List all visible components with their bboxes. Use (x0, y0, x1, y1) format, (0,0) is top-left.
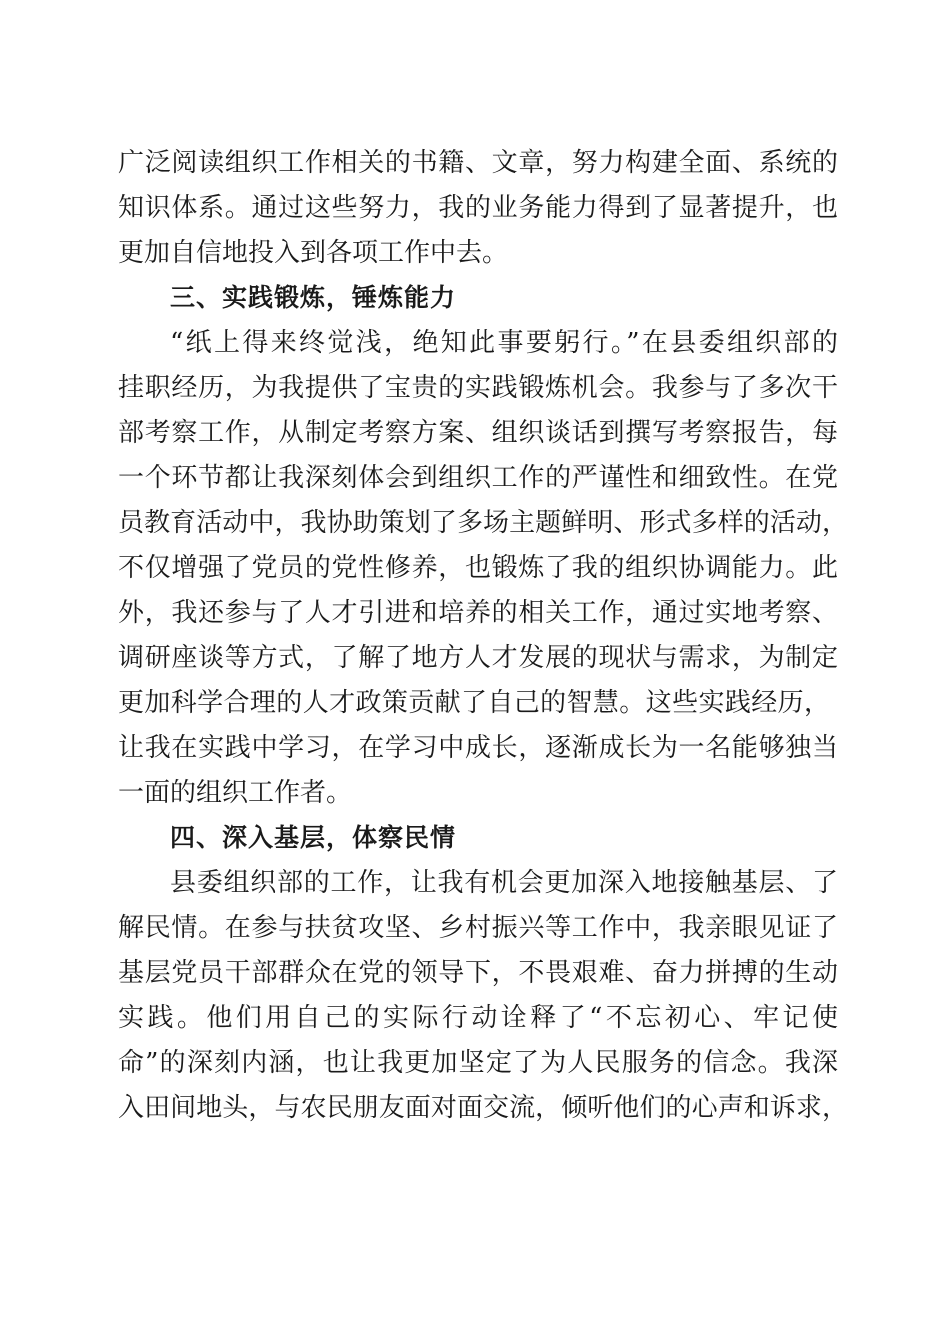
body-text-line: 命”的深刻内涵，也让我更加坚定了为人民服务的信念。我深 (118, 1048, 838, 1078)
section-heading-4: 四、深入基层，体察民情 (170, 823, 457, 852)
body-text-line: 广泛阅读组织工作相关的书籍、文章，努力构建全面、系统的 (118, 148, 838, 178)
body-text-line: 调研座谈等方式，了解了地方人才发展的现状与需求，为制定 (118, 643, 838, 673)
body-text-line: 外，我还参与了人才引进和培养的相关工作，通过实地考察、 (118, 598, 838, 628)
body-text-line: 员教育活动中，我协助策划了多场主题鲜明、形式多样的活动， (118, 508, 848, 538)
body-text-line: 解民情。在参与扶贫攻坚、乡村振兴等工作中，我亲眼见证了 (118, 913, 838, 943)
body-text-line: 知识体系。通过这些努力，我的业务能力得到了显著提升，也 (118, 193, 838, 223)
body-text-line: 实践。他们用自己的实际行动诠释了“不忘初心、牢记使 (118, 1003, 838, 1033)
body-text-line: 一面的组织工作者。 (118, 778, 353, 808)
body-text-line: “纸上得来终觉浅，绝知此事要躬行。”在县委组织部的 (170, 328, 838, 358)
body-text-line: 让我在实践中学习，在学习中成长，逐渐成长为一名能够独当 (118, 733, 838, 763)
section-heading-3: 三、实践锻炼，锤炼能力 (170, 283, 457, 312)
body-text-line: 挂职经历，为我提供了宝贵的实践锻炼机会。我参与了多次干 (118, 373, 838, 403)
body-text-line: 基层党员干部群众在党的领导下，不畏艰难、奋力拼搏的生动 (118, 958, 838, 988)
body-text-line: 部考察工作，从制定考察方案、组织谈话到撰写考察报告，每 (118, 418, 838, 448)
body-text-line: 不仅增强了党员的党性修养，也锻炼了我的组织协调能力。此 (118, 553, 838, 583)
body-text-line: 入田间地头，与农民朋友面对面交流，倾听他们的心声和诉求， (118, 1093, 848, 1123)
body-text-line: 更加自信地投入到各项工作中去。 (118, 238, 509, 268)
body-text-line: 更加科学合理的人才政策贡献了自己的智慧。这些实践经历， (118, 688, 830, 718)
body-text-line: 一个环节都让我深刻体会到组织工作的严谨性和细致性。在党 (118, 463, 838, 493)
body-text-line: 县委组织部的工作，让我有机会更加深入地接触基层、了 (170, 868, 838, 898)
